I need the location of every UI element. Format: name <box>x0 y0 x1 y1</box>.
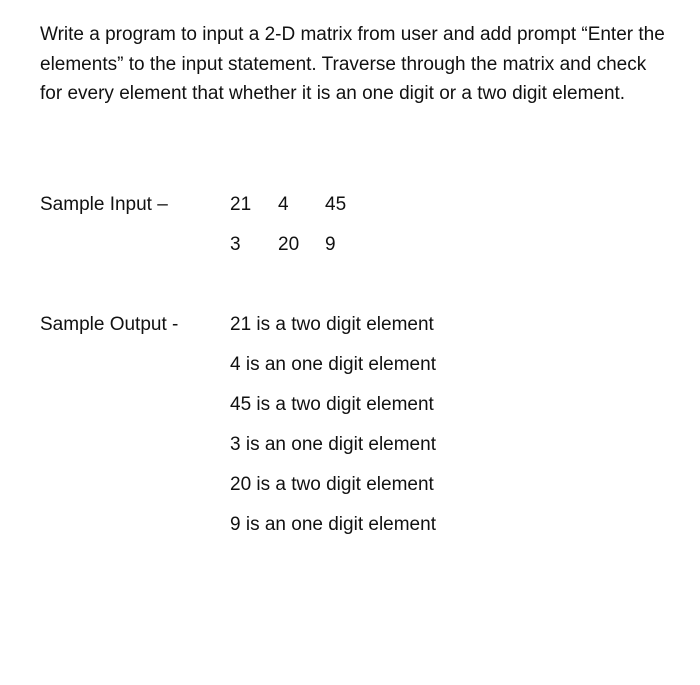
output-line: 4 is an one digit element <box>230 354 436 375</box>
matrix-cell: 4 <box>278 194 289 215</box>
output-line: 45 is a two digit element <box>230 394 434 415</box>
output-line: 21 is a two digit element <box>230 314 434 335</box>
output-line: 3 is an one digit element <box>230 434 436 455</box>
matrix-cell: 21 <box>230 194 252 215</box>
output-line: 20 is a two digit element <box>230 474 434 495</box>
matrix-cell: 3 <box>230 234 241 255</box>
matrix-cell: 9 <box>325 234 336 255</box>
output-line: 9 is an one digit element <box>230 514 436 535</box>
problem-statement: Write a program to input a 2-D matrix from user and add prompt “Enter the elements” to the input statement. Traverse through the matrix and check for every element that whether it is an one digit or a two digit element. <box>40 24 665 104</box>
matrix-cell: 45 <box>325 194 347 215</box>
sample-output-label: Sample Output - <box>40 314 179 335</box>
matrix-cell: 20 <box>278 234 300 255</box>
sample-input-label: Sample Input – <box>40 194 168 215</box>
